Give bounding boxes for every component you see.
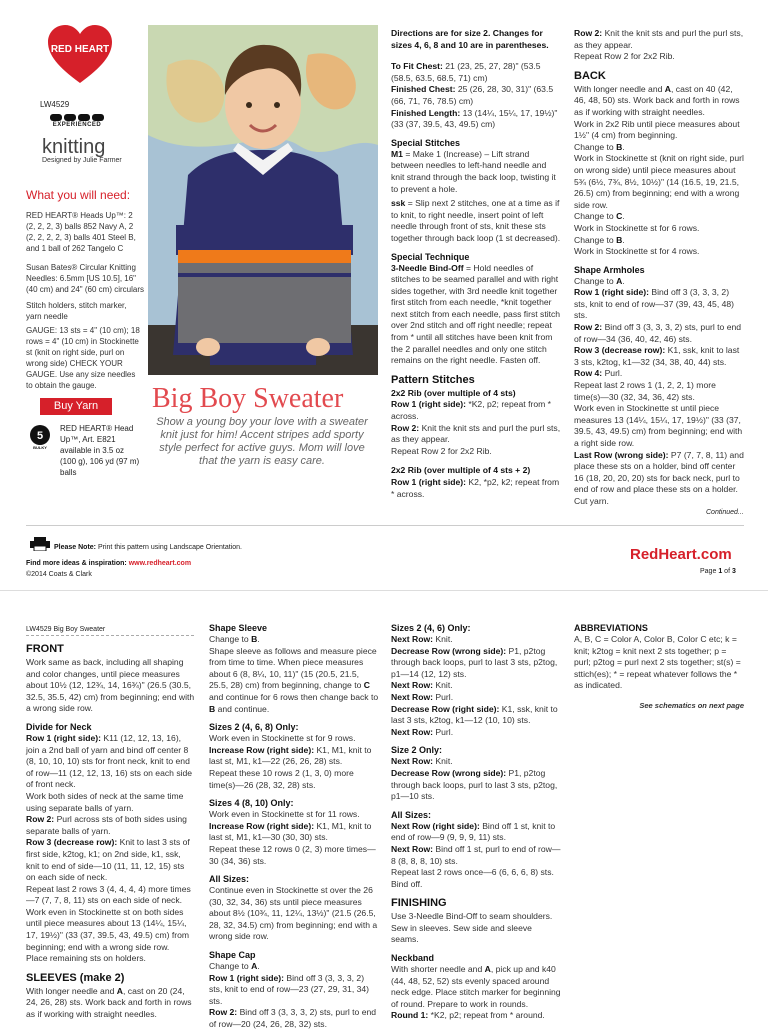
more-ideas: Find more ideas & inspiration: www.redheart.com xyxy=(26,560,192,567)
shape-armholes-heading: Shape Armholes xyxy=(574,264,645,275)
print-note: Please Note: Print this pattern using Landscape Orientation. xyxy=(54,544,242,551)
yarn-weight-label: BULKY xyxy=(33,445,47,450)
pattern-blurb: Show a young boy your love with a sweater knit just for him! Accent stripes add sporty style perfect for active guys. Mom will love that the yarn is easy care. xyxy=(156,416,368,467)
sizes-246-heading: Sizes 2 (4, 6) Only: xyxy=(391,623,471,633)
craft-type: knitting xyxy=(42,136,106,158)
footer-divider xyxy=(26,525,744,526)
all-sizes-heading: All Sizes: xyxy=(209,874,250,885)
page-break xyxy=(0,590,768,591)
page2-column-2: Shape Sleeve Change to B. Shape sleeve as follows and measure piece from time to time. When piece measures about 6 (8, 8¼, 10, 11)" (15 (20.5, 21.5, 25.5, 28) cm) from beginning, change to C and continue for 6 rows then change back to B and continue. Sizes 2 (4, 6, 8) Only: Work even in Stockinette st for 9 rows. Increase Row (right side): K1, M1, knit to last st, M1, k1—22 (26, 26, 28) sts. Repeat these 10 rows 2 (1, 3, 0) more time(s)—26 (28, 32, 28) sts. Sizes 4 (8, 10) Only: Work even in Stockinette st for 11 rows. Increase Row (right side): K1, M1, knit to last st, M1, k1—30 (30, 30) sts. Repeat these 12 rows 0 (2, 3) more times—30 (34, 36) sts. All Sizes: Continue even in Stockinette st over the 26 (30, 32, 34, 36) sts until piece measures about 8½ (10¾, 11, 12¼, 13½)" (21.5 (26.5, 28, 32, 34.5) cm) from beginning; end with a wrong side row. Shape Cap Change to A. Row 1 (right side): Bind off 3 (3, 3, 3, 2) sts, knit to end of row—23 (27, 29, 31, 34) sts. Row 2: Bind off 3 (3, 3, 3, 2) sts, purl to end of row—20 (24, 26, 28, 32) sts. xyxy=(209,623,379,1030)
skill-level-label: EXPERIENCED xyxy=(52,122,102,128)
copyright: ©2014 Coats & Clark xyxy=(26,571,92,578)
sleeves-heading: SLEEVES (make 2) xyxy=(26,971,125,984)
needle-requirements: Susan Bates® Circular Knitting Needles: 6.5mm [US 10.5], 16" (40 cm) and 24" (60 cm) circulars xyxy=(26,263,144,294)
all-sizes-heading-2: All Sizes: xyxy=(391,809,432,820)
front-heading: FRONT xyxy=(26,643,64,655)
yarn-weight-icon xyxy=(26,424,54,450)
special-technique-heading: Special Technique xyxy=(391,251,470,262)
finishing-heading: FINISHING xyxy=(391,897,447,910)
finished-length: 13 (14¼, 15¼, 17, 19½)" (33 (37, 39.5, 43, 49.5) cm) xyxy=(391,107,558,130)
page2-sku-line: LW4529 Big Boy Sweater xyxy=(26,626,106,633)
abbreviations-heading: ABBREVIATIONS xyxy=(574,623,648,633)
size-2-heading: Size 2 Only: xyxy=(391,745,443,756)
materials-heading: What you will need: xyxy=(26,188,131,202)
skill-level-bars xyxy=(50,114,104,121)
redheart-link[interactable]: www.redheart.com xyxy=(128,560,192,567)
page2-column-3: Sizes 2 (4, 6) Only: Next Row: Knit. Decrease Row (wrong side): P1, p2tog through back loops, purl to last 3 sts, p2tog, p1—14 (12, 12) sts. Next Row: Knit. Next Row: Purl. Decrease Row (right side): K1, ssk, knit to last 3 sts, k2tog, k1—12 (10, 10) sts. Next Row: Purl. Size 2 Only: Next Row: Knit. Decrease Row (wrong side): P1, p2tog through back loops, purl to last 3 sts, p2tog, p1—10 sts. All Sizes: Next Row (right side): Bind off 1 st, knit to end of row—9 (9, 9, 9, 11) sts. Next Row: Bind off 1 st, purl to end of row—8 (8, 8, 8, 10) sts. Repeat last 2 rows once—6 (6, 6, 6, 8) sts. Bind off. FINISHING Use 3-Needle Bind-Off to seam shoulders. Sew in sleeves. Sew side and sleeve seams. Neckband With shorter needle and A, pick up and k40 (44, 48, 52, 52) sts evenly spaced around neck edge. Place stitch marker for beginning of round. Prepare to work in rounds. Round 1: *K2, p2; repeat from * around. xyxy=(391,623,561,1021)
sweater-photo xyxy=(148,25,378,375)
gauge: GAUGE: 13 sts = 4" (10 cm); 18 rows = 4" (10 cm) in Stockinette st (knit on right side, purl on wrong side) CHECK YOUR GAUGE. Use any size needles to obtain the gauge. xyxy=(26,326,140,390)
ssk-def: = Slip next 2 stitches, one at a time as if to knit, to right needle, insert point of left needle through front of sts, knit these sts together through back loop (1 st decreased). xyxy=(391,198,561,243)
page1-column-2: Row 2: Knit the knit sts and purl the purl sts, as they appear. Repeat Row 2 for 2x2 Rib. BACK With longer needle and A, cast on 40 (42, 46, 48, 50) sts. Work back and forth in rows as if working with straight needles. Work in 2x2 Rib until piece measures about 1½" (4 cm) from beginning. Change to B. Work in Stockinette st (knit on right side, purl on wrong side) until piece measures about 5¾ (6½, 7¾, 8½, 10½)" (14 (16.5, 19, 21.5, 26.5) cm) from beginning; end with a wrong side row. Change to C. Work in Stockinette st for 6 rows. Change to B. Work in Stockinette st for 4 rows. Shape Armholes Change to A. Row 1 (right side): Bind off 3 (3, 3, 3, 2) sts, knit to end of row—37 (39, 43, 45, 48) sts. Row 2: Bind off 3 (3, 3, 3, 2) sts, purl to end of row—34 (36, 40, 42, 46) sts. Row 3 (decrease row): K1, ssk, knit to last 3 sts, k2tog, k1—32 (34, 38, 40, 44) sts. Row 4: Purl. Repeat last 2 rows 1 (1, 2, 2, 1) more time(s)—30 (32, 34, 36, 42) sts. Work even in Stockinette st until piece measures 13 (14¼, 15¼, 17, 19½)" (33 (37, 39.5, 43, 49.5) cm) from beginning; end with a right side row. Last Row (wrong side): P7 (7, 7, 8, 11) and place these sts on a holder, bind off center 16 (18, 20, 20, 20) sts for back neck, purl to end of row and place these sts on a holder. Cut yarn. xyxy=(574,28,744,506)
shape-sleeve-heading: Shape Sleeve xyxy=(209,623,268,633)
abbreviations-text: A, B, C = Color A, Color B, Color C etc; k = knit; k2tog = knit next 2 sts together; p = purl; p2tog = purl next 2 sts together; st(s) = sttich(es); * = repeat whatever follows the * as indicated. xyxy=(574,634,741,691)
printer-icon xyxy=(30,537,50,551)
m1-def: = Make 1 (Increase) – Lift strand between needles to left-hand needle and knit strand through the back loop, twisting it to prevent a hole. xyxy=(391,148,556,194)
back-heading: BACK xyxy=(574,69,606,82)
yarn-info: RED HEART® Head Up™, Art. E821 available in 3.5 oz (100 g), 106 yd (97 m) balls xyxy=(60,424,140,477)
pattern-stitches-heading: Pattern Stitches xyxy=(391,373,475,386)
buy-yarn-button[interactable]: Buy Yarn xyxy=(40,398,112,415)
yarn-weight-number: 5 xyxy=(36,430,44,442)
divide-neck-heading: Divide for Neck xyxy=(26,721,92,732)
sizes-4810-heading: Sizes 4 (8, 10) Only: xyxy=(209,798,294,809)
three-needle-bindoff-def: = Hold needles of stitches to be seamed parallel and with right sides together, with 3rd needle knit together first stitch from each needle, *knit together next stitch from each needle, pass first stitch over 2nd stitch and off right needle; repeat from * until all stitches have been knit from the 2 parallel needles and only one stitch remains on the right needle. Fasten off. xyxy=(391,262,561,366)
designer: Designed by Julie Farmer xyxy=(42,157,122,164)
continued-note: Continued... xyxy=(706,509,744,516)
page-number: Page 1 of 3 xyxy=(700,568,736,575)
page2-column-1: FRONT Work same as back, including all shaping and color changes, until piece measures about 10½ (12, 12¾, 14, 16¾)" (26.5 (30.5, 32.5, 35.5, 42) cm) from beginning; end with a wrong side row. Divide for Neck Row 1 (right side): K11 (12, 12, 13, 16), join a 2nd ball of yarn and bind off center 8 (8, 10, 10, 10) sts for front neck, knit to end of row—11 (12, 12, 13, 16) sts on each side of front neck. Work both sides of neck at the same time using separate balls of yarn. Row 2: Purl across sts of both sides using separate balls of yarn. Row 3 (decrease row): Knit to last 3 sts of first side, k2tog, k1; on 2nd side, k1, ssk, knit to end of side—10 (11, 11, 12, 15) sts on each side of neck. Repeat last 2 rows 3 (4, 4, 4, 4) more times—7 (7, 7, 8, 11) sts on each side of neck. Work even in Stockinette st on both sides until piece measures about 13 (14¼, 15¼, 17, 19½)" (33 (37, 39.5, 43, 49.5) cm) from beginning; end with a wrong side row. Place remaining sts on holders. SLEEVES (make 2) With longer needle and A, cast on 20 (24, 24, 26, 28) sts. Work back and forth in rows as if working with straight needles. xyxy=(26,643,195,1020)
skill-level xyxy=(50,114,104,128)
pattern-sku: LW4529 xyxy=(40,100,70,109)
notions: Stitch holders, stitch marker, yarn needle xyxy=(26,301,127,321)
page2-dashed-rule xyxy=(26,635,194,636)
page2-column-4 xyxy=(574,622,744,712)
size-intro: Directions are for size 2. Changes for sizes 4, 6, 8 and 10 are in parentheses. xyxy=(391,28,549,50)
page1-column-1: Directions are for size 2. Changes for sizes 4, 6, 8 and 10 are in parentheses. To Fit Chest: 21 (23, 25, 27, 28)" (53.5 (58.5, 63.5, 68.5, 71) cm) Finished Chest: 25 (26, 28, 30, 31)" (63.5 (66, 71, 76, 78.5) cm) Finished Length: 13 (14¼, 15¼, 17, 19½)" (33 (37, 39.5, 43, 49.5) cm) Special Stitches M1 = Make 1 (Increase) – Lift strand between needles to left-hand needle and knit strand through the back loop, twisting it to prevent a hole. ssk = Slip next 2 stitches, one at a time as if to knit, to right needle, insert point of left needle through front of sts, knit these sts together through back loop (1 st decreased). Special Technique 3-Needle Bind-Off = Hold needles of stitches to be seamed parallel and with right sides together, with 3rd needle knit together first stitch from each needle, *knit together next stitch from each needle, pass first stitch over 2nd stitch and off right needle; repeat from * until all stitches have been knit from the 2 parallel needles and only one stitch remains on the right needle. Fasten off. Pattern Stitches 2x2 Rib (over multiple of 4 sts) Row 1 (right side): *K2, p2; repeat from * across. Row 2: Knit the knit sts and purl the purl sts, as they appear. Repeat Row 2 for 2x2 Rib. 2x2 Rib (over multiple of 4 sts + 2) Row 1 (right side): K2, *p2, k2; repeat from * across. xyxy=(391,28,561,499)
neckband-heading: Neckband xyxy=(391,953,435,964)
redheart-site[interactable]: RedHeart.com xyxy=(630,546,732,563)
red-heart-logo xyxy=(48,25,112,85)
yarn-requirements: RED HEART® Heads Up™: 2 (2, 2, 2, 3) balls 852 Navy A, 2 (2, 2, 2, 2, 3) balls 401 Steel B, and 1 ball of 262 Tangelo C xyxy=(26,211,136,253)
shape-cap-heading: Shape Cap xyxy=(209,950,256,961)
svg-text:RED HEART: RED HEART xyxy=(50,44,110,55)
pattern-title: Big Boy Sweater xyxy=(152,383,344,414)
to-fit-chest: 21 (23, 25, 27, 28)" (53.5 (58.5, 63.5, 68.5, 71) cm) xyxy=(391,61,541,83)
finished-chest: 25 (26, 28, 30, 31)" (63.5 (66, 71, 76, 78.5) cm) xyxy=(391,84,554,106)
schematics-note: See schematics on next page xyxy=(639,700,744,710)
special-stitches-heading: Special Stitches xyxy=(391,137,461,148)
sizes-2468-heading: Sizes 2 (4, 6, 8) Only: xyxy=(209,722,299,733)
